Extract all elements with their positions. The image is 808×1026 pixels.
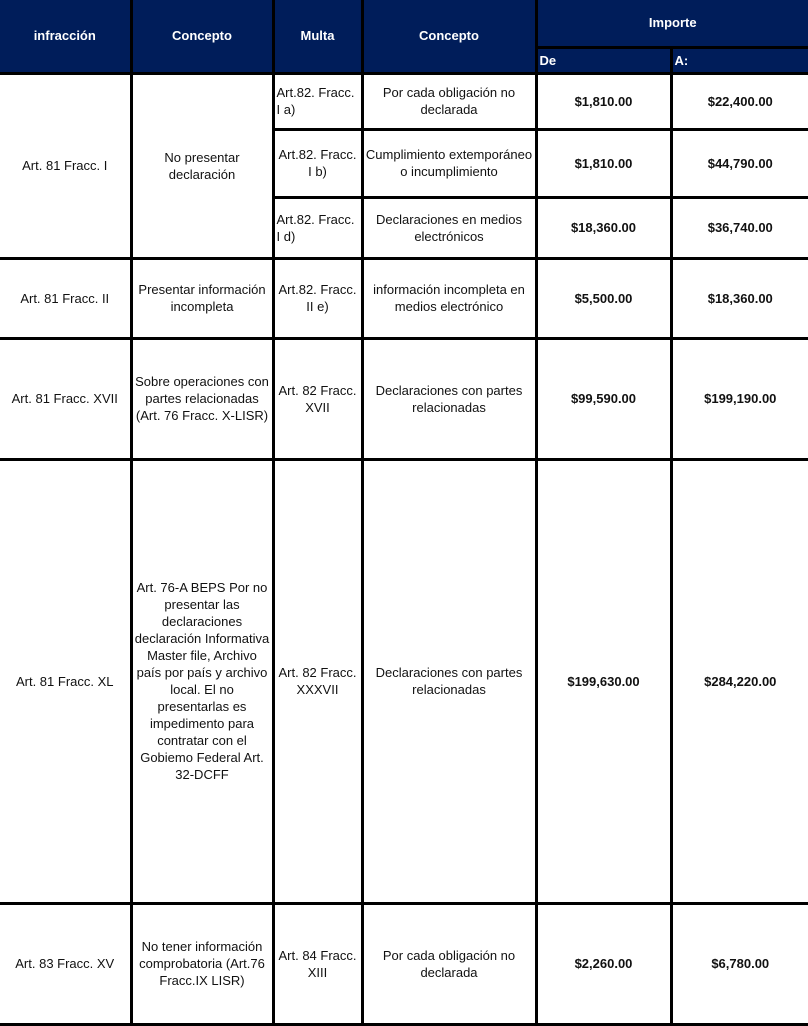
table-row xyxy=(0,903,808,1024)
importe-de-cell: $1,810.00 xyxy=(536,129,671,197)
concepto-cell: Presentar información incompleta xyxy=(131,258,273,338)
table-row xyxy=(0,459,808,903)
importe-de-cell: $5,500.00 xyxy=(536,258,671,338)
table-row xyxy=(0,73,808,129)
infraccion-cell: Art. 81 Fracc. XVII xyxy=(0,338,131,459)
multa-cell: Art. 84 Fracc. XIII xyxy=(273,903,362,1024)
importe-de-cell: $199,630.00 xyxy=(536,459,671,903)
infraccion-cell: Art. 83 Fracc. XV xyxy=(0,903,131,1024)
concepto-multa-cell: Declaraciones con partes relacionadas xyxy=(362,338,536,459)
importe-a-cell: $22,400.00 xyxy=(671,73,808,129)
importe-a-cell: $18,360.00 xyxy=(671,258,808,338)
concepto-multa-cell: Cumplimiento extemporáneo o incumplimiento xyxy=(362,129,536,197)
header-importe-a: A: xyxy=(671,47,808,73)
importe-a-cell: $6,780.00 xyxy=(671,903,808,1024)
multa-cell: Art. 82 Fracc. XVII xyxy=(273,338,362,459)
concepto-multa-cell: información incompleta en medios electrónico xyxy=(362,258,536,338)
concepto-cell: No tener información comprobatoria (Art.76 Fracc.IX LISR) xyxy=(131,903,273,1024)
header-importe: Importe xyxy=(536,0,808,47)
importe-de-cell: $1,810.00 xyxy=(536,73,671,129)
table-header xyxy=(0,0,808,73)
multa-cell: Art.82. Fracc. I a) xyxy=(273,73,362,129)
importe-a-cell: $36,740.00 xyxy=(671,197,808,258)
multa-cell: Art. 82 Fracc. XXXVII xyxy=(273,459,362,903)
concepto-multa-cell: Declaraciones con partes relacionadas xyxy=(362,459,536,903)
importe-a-cell: $44,790.00 xyxy=(671,129,808,197)
header-infraccion: infracción xyxy=(0,0,131,73)
importe-a-cell: $284,220.00 xyxy=(671,459,808,903)
concepto-multa-cell: Por cada obligación no declarada xyxy=(362,73,536,129)
table-row xyxy=(0,258,808,338)
header-concepto: Concepto xyxy=(131,0,273,73)
concepto-cell: No presentar declaración xyxy=(131,73,273,258)
importe-a-cell: $199,190.00 xyxy=(671,338,808,459)
infraccion-cell: Art. 81 Fracc. XL xyxy=(0,459,131,903)
concepto-cell: Art. 76-A BEPS Por no presentar las declaraciones declaración Informativa Master file, Archivo país por país y archivo local. El no presentarlas es impedimento para contratar con el Gobiemo Federal Art. 32-DCFF xyxy=(131,459,273,903)
concepto-multa-cell: Declaraciones en medios electrónicos xyxy=(362,197,536,258)
concepto-multa-cell: Por cada obligación no declarada xyxy=(362,903,536,1024)
importe-de-cell: $99,590.00 xyxy=(536,338,671,459)
importe-de-cell: $2,260.00 xyxy=(536,903,671,1024)
header-multa: Multa xyxy=(273,0,362,73)
multa-cell: Art.82. Fracc. II e) xyxy=(273,258,362,338)
importe-de-cell: $18,360.00 xyxy=(536,197,671,258)
header-concepto-multa: Concepto xyxy=(362,0,536,73)
multa-cell: Art.82. Fracc. I d) xyxy=(273,197,362,258)
infraccion-cell: Art. 81 Fracc. II xyxy=(0,258,131,338)
header-importe-de: De xyxy=(536,47,671,73)
infraccion-cell: Art. 81 Fracc. I xyxy=(0,73,131,258)
concepto-cell: Sobre operaciones con partes relacionadas (Art. 76 Fracc. X-LISR) xyxy=(131,338,273,459)
table-row xyxy=(0,338,808,459)
multa-cell: Art.82. Fracc. I b) xyxy=(273,129,362,197)
